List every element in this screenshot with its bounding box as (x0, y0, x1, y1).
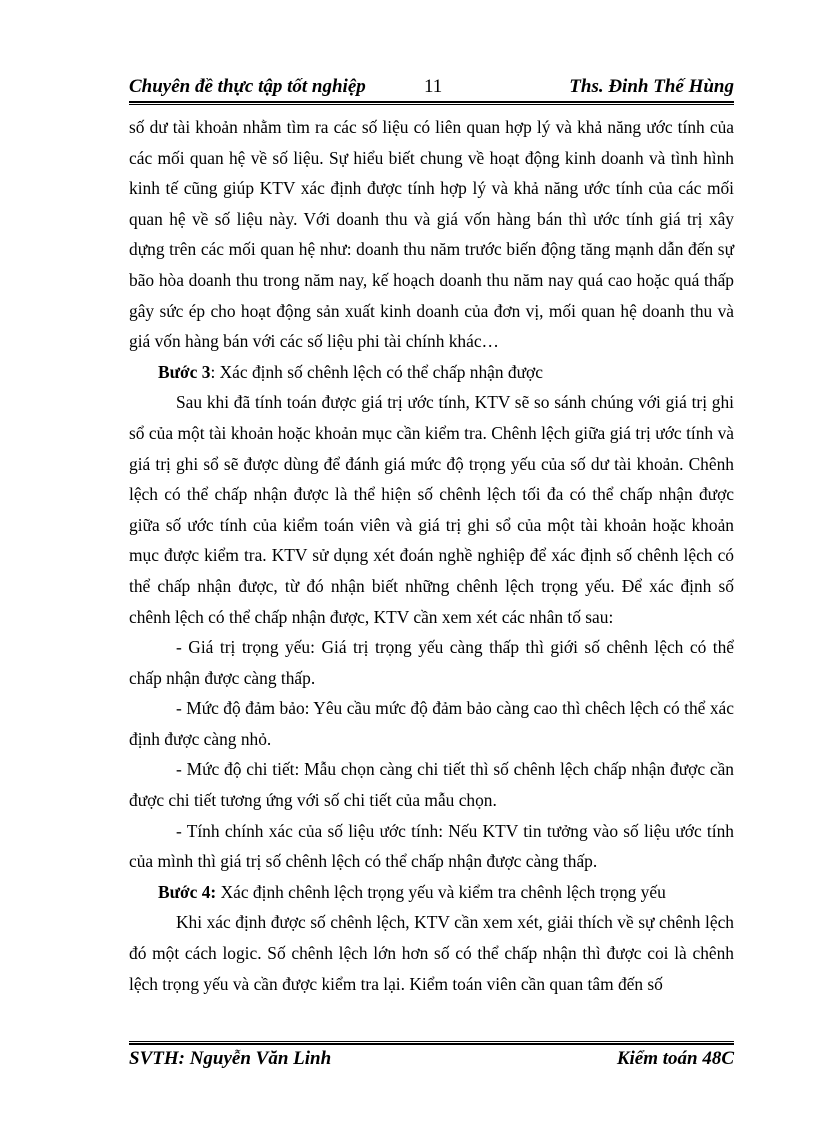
step3-label: Bước 3 (158, 361, 211, 382)
bullet-materiality: - Giá trị trọng yếu: Giá trị trọng yếu càng thấp thì giới số chênh lệch có thể chấp nhận được càng thấp. (129, 637, 734, 688)
header-document-title: Chuyên đề thực tập tốt nghiệp (129, 76, 366, 97)
page-body (129, 112, 734, 999)
page-footer (129, 1048, 734, 1074)
header-rule-thin (129, 104, 734, 105)
footer-class: Kiểm toán 48C (616, 1048, 734, 1069)
bullet-detail: - Mức độ chi tiết: Mẫu chọn càng chi tiết thì số chênh lệch chấp nhận được cần được chi tiết tương ứng với số chi tiết của mẫu chọn. (129, 759, 734, 811)
step4-heading (129, 877, 734, 908)
page-header (129, 74, 734, 100)
paragraph-intro: số dư tài khoản nhằm tìm ra các số liệu có liên quan hợp lý và khả năng ước tính của các mối quan hệ về số liệu. Sự hiểu biết chung về hoạt động kinh doanh và tình hình kinh tế cũng giúp KTV xác định được tính hợp lý và khả năng ước tính của các mối quan hệ về số liệu này. Với doanh thu và giá vốn hàng bán thì ước tính giá trị xây dựng trên các mối quan hệ như: doanh thu năm trước biến động tăng mạnh dẫn đến sự bão hòa doanh thu trong năm nay, kế hoạch doanh thu năm nay quá cao hoặc quá thấp gây sức ép cho hoạt động sản xuất kinh doanh của đơn vị, mối quan hệ doanh thu và giá vốn hàng bán với các số liệu phi tài chính khác… (129, 117, 734, 352)
bullet-assurance: - Mức độ đảm bảo: Yêu cầu mức độ đảm bảo càng cao thì chêch lệch có thể xác định được càng nhỏ. (129, 698, 734, 749)
header-rule-thick (129, 101, 734, 103)
bullet-accuracy: - Tính chính xác của số liệu ước tính: Nếu KTV tin tưởng vào số liệu ước tính của mình thì giá trị số chênh lệch có thể chấp nhận được càng thấp. (129, 820, 734, 872)
footer-rule-thin (129, 1041, 734, 1042)
footer-rule-thick (129, 1043, 734, 1045)
step3-title: : Xác định số chênh lệch có thể chấp nhận được (210, 361, 543, 382)
header-supervisor: Ths. Đinh Thế Hùng (569, 76, 734, 97)
paragraph-step4: Khi xác định được số chênh lệch, KTV cần xem xét, giải thích về sự chênh lệch đó một cách logic. Số chênh lệch lớn hơn số có thể chấp nhận thì được coi là chênh lệch trọng yếu và cần được kiểm tra lại. Kiểm toán viên cần quan tâm đến số (129, 912, 734, 994)
step3-heading (129, 357, 734, 388)
step4-title: Xác định chênh lệch trọng yếu và kiểm tra chênh lệch trọng yếu (216, 881, 666, 902)
paragraph-step3: Sau khi đã tính toán được giá trị ước tính, KTV sẽ so sánh chúng với giá trị ghi sổ của một tài khoản hoặc khoản mục cần kiểm tra. Chênh lệch giữa giá trị ước tính và giá trị ghi sổ sẽ được dùng để đánh giá mức độ trọng yếu của số dư tài khoản. Chênh lệch có thể chấp nhận được là thể hiện số chênh lệch tối đa có thể chấp nhận được giữa số ước tính của kiểm toán viên và giá trị ghi sổ của một tài khoản hoặc khoản mục được kiểm tra. KTV sử dụng xét đoán nghề nghiệp để xác định số chênh lệch có thể chấp nhận được, từ đó nhận biết những chênh lệch trọng yếu. Để xác định số chênh lệch có thể chấp nhận được, KTV cần xem xét các nhân tố sau: (129, 392, 734, 627)
step4-label: Bước 4: (158, 881, 217, 902)
page-number: 11 (424, 76, 443, 97)
footer-student: SVTH: Nguyễn Văn Linh (129, 1048, 332, 1069)
